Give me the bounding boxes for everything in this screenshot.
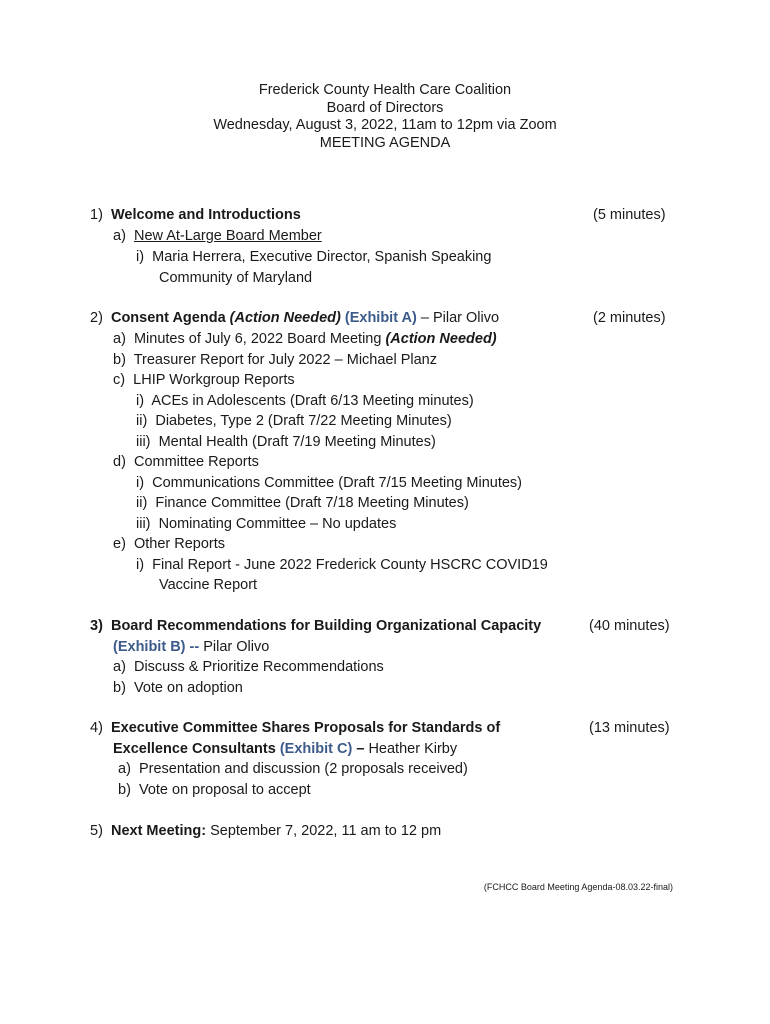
- item-1-heading: [90, 205, 301, 226]
- item-3-sub-a: [113, 657, 384, 678]
- item-3-sub-b: [113, 678, 243, 699]
- list-marker: b): [113, 679, 126, 696]
- list-marker: i): [136, 249, 145, 265]
- sub-item-text: Diabetes, Type 2 (Draft 7/22 Meeting Minutes): [155, 413, 452, 429]
- item-2-sub-d-iii: [136, 514, 396, 535]
- item-4-sub-b: [118, 780, 311, 801]
- item-3-heading: [90, 616, 541, 637]
- sub-item-text: ACEs in Adolescents (Draft 6/13 Meeting minutes): [151, 392, 474, 409]
- list-marker: i): [136, 392, 145, 409]
- list-marker: iii): [136, 433, 151, 450]
- list-marker: a): [113, 659, 126, 675]
- list-marker: d): [113, 454, 126, 470]
- list-marker: e): [113, 536, 126, 552]
- item-title: Executive Committee Shares Proposals for Standards of: [110, 720, 501, 736]
- presenter: Pilar Olivo: [203, 638, 270, 655]
- sub-item-text: Other Reports: [133, 536, 226, 552]
- agenda-header: [0, 82, 770, 152]
- item-title: Welcome and Introductions: [110, 207, 301, 223]
- item-2-sub-c: [113, 370, 295, 391]
- item-4-heading-cont: [113, 739, 457, 760]
- list-marker: iii): [136, 515, 151, 532]
- list-marker: b): [113, 351, 126, 368]
- item-2-sub-e-i-cont: Vaccine Report: [159, 577, 258, 593]
- sub-item-text: Discuss & Prioritize Recommendations: [133, 659, 384, 675]
- item-title-cont: Excellence Consultants: [113, 740, 276, 757]
- exhibit-label: (Exhibit B) --: [113, 638, 200, 655]
- item-1-sub-a: [113, 226, 322, 247]
- list-marker: c): [113, 372, 126, 388]
- sub-item-text: Nominating Committee – No updates: [158, 515, 397, 532]
- item-2-heading: [90, 308, 499, 329]
- sub-item-text: Mental Health (Draft 7/19 Meeting Minutes): [158, 433, 436, 450]
- item-1-sub-a-i-cont: Community of Maryland: [159, 270, 313, 286]
- sub-item-text: Finance Committee (Draft 7/18 Meeting Minutes): [155, 495, 469, 511]
- item-number: 5): [90, 823, 103, 839]
- item-5-heading: [90, 821, 441, 842]
- item-number: 2): [90, 310, 103, 326]
- item-3-duration: (40 minutes): [589, 618, 670, 634]
- sub-item-text: Communications Committee (Draft 7/15 Meeting Minutes): [152, 474, 523, 491]
- item-2-duration: (2 minutes): [593, 310, 666, 326]
- meeting-datetime: Wednesday, August 3, 2022, 11am to 12pm via Zoom: [213, 117, 557, 133]
- item-2-sub-d: [113, 452, 259, 473]
- presenter: Heather Kirby: [368, 740, 458, 757]
- exhibit-label: (Exhibit C): [279, 740, 353, 757]
- item-4-duration: (13 minutes): [589, 720, 670, 736]
- item-number: 4): [90, 720, 103, 736]
- item-title: Consent Agenda: [110, 310, 226, 326]
- list-marker: a): [118, 761, 131, 777]
- sub-item-text: Treasurer Report for July 2022 – Michael Planz: [133, 351, 437, 368]
- item-4-sub-a: [118, 759, 468, 780]
- dash: –: [356, 740, 365, 757]
- sub-item-text: New At-Large Board Member: [133, 228, 322, 244]
- sub-item-text: Vote on proposal to accept: [138, 781, 311, 798]
- list-marker: i): [136, 556, 145, 573]
- sub-item-text: LHIP Workgroup Reports: [133, 372, 295, 388]
- list-marker: ii): [136, 413, 148, 429]
- list-marker: i): [136, 474, 145, 491]
- document-footer: (FCHCC Board Meeting Agenda-08.03.22-final): [483, 882, 673, 892]
- item-3-exhibit-line: [113, 637, 269, 658]
- item-1-duration: (5 minutes): [593, 207, 666, 223]
- item-title: Board Recommendations for Building Organizational Capacity: [110, 618, 542, 634]
- org-name: Frederick County Health Care Coalition: [258, 82, 512, 98]
- action-needed-label: (Action Needed): [229, 310, 341, 326]
- exhibit-label: (Exhibit A): [344, 310, 417, 326]
- list-marker: a): [113, 331, 126, 347]
- item-4-heading: [90, 718, 500, 739]
- item-2-sub-c-i: [136, 391, 474, 412]
- item-2-sub-d-ii: [136, 493, 469, 514]
- agenda-title: MEETING AGENDA: [319, 134, 451, 151]
- item-number: 1): [90, 207, 103, 223]
- list-marker: b): [118, 781, 131, 798]
- sub-item-text: Maria Herrera, Executive Director, Spanish Speaking: [152, 249, 492, 265]
- item-2-sub-e: [113, 534, 225, 555]
- item-2-sub-e-i: [136, 555, 548, 576]
- presenter: – Pilar Olivo: [420, 310, 500, 326]
- item-title: Next Meeting:: [110, 823, 207, 839]
- item-2-sub-d-i: [136, 473, 522, 494]
- board-name: Board of Directors: [326, 99, 444, 116]
- list-marker: a): [113, 228, 126, 244]
- item-number: 3): [90, 618, 103, 634]
- next-meeting-date: September 7, 2022, 11 am to 12 pm: [210, 823, 442, 839]
- sub-item-text: Minutes of July 6, 2022 Board Meeting: [133, 331, 382, 347]
- sub-item-text: Vote on adoption: [133, 679, 243, 696]
- item-2-sub-c-ii: [136, 411, 452, 432]
- item-2-sub-a: [113, 329, 497, 350]
- list-marker: ii): [136, 495, 148, 511]
- item-2-sub-c-iii: [136, 432, 436, 453]
- action-needed-label: (Action Needed): [385, 331, 497, 347]
- item-1-sub-a-i: [136, 247, 491, 268]
- sub-item-text: Final Report - June 2022 Frederick County HSCRC COVID19: [152, 556, 548, 573]
- item-2-sub-b: [113, 350, 437, 371]
- sub-item-text: Presentation and discussion (2 proposals received): [138, 761, 468, 777]
- sub-item-text: Committee Reports: [133, 454, 259, 470]
